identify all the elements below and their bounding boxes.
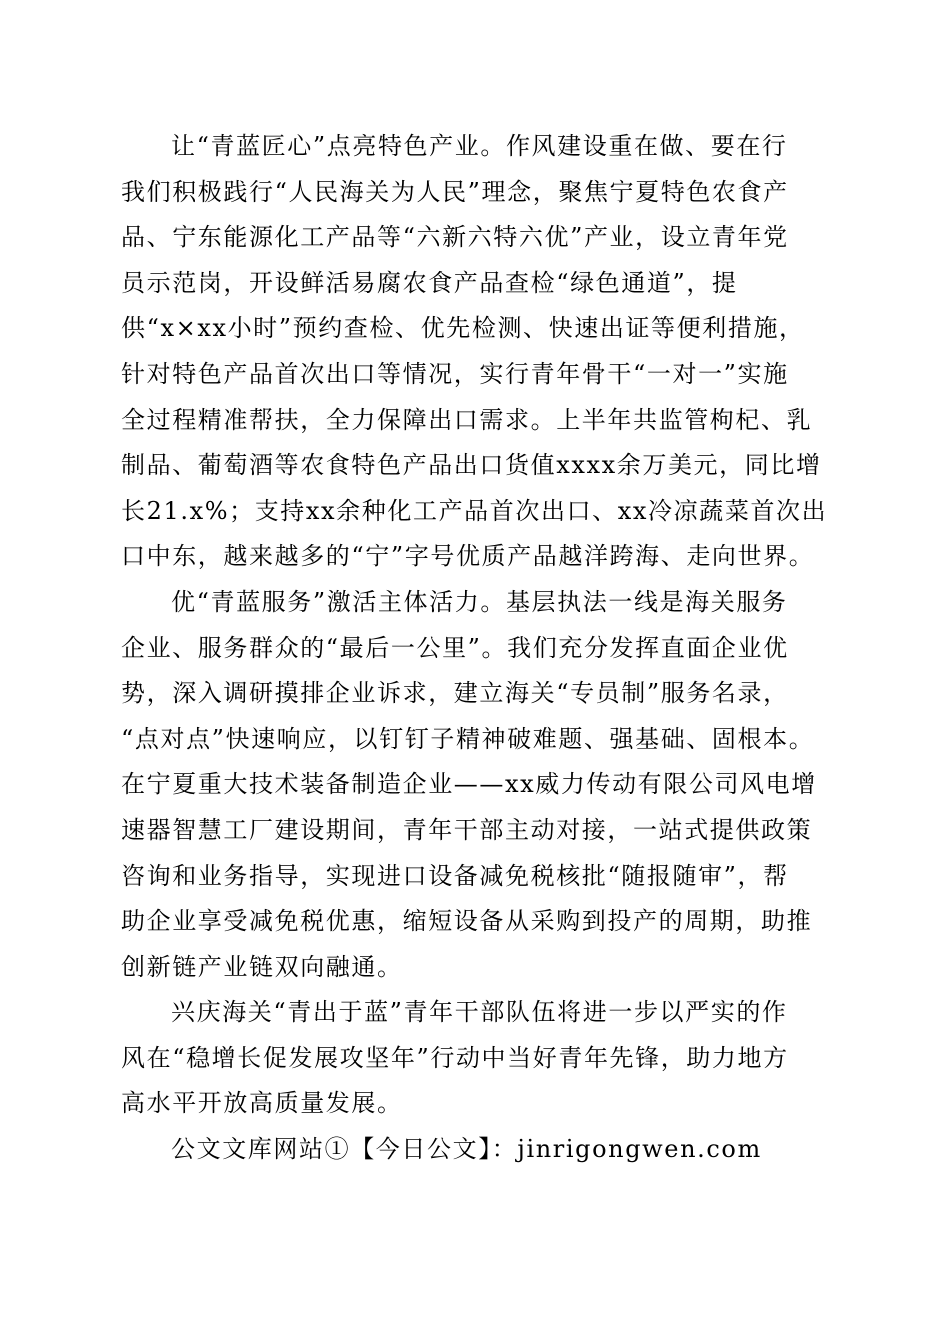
paragraph-2-line: 在宁夏重大技术装备制造企业——xx威力传动有限公司风电增 [121, 770, 817, 799]
paragraph-3-line: 兴庆海关“青出于蓝”青年干部队伍将进一步以严实的作 [171, 998, 788, 1027]
paragraph-1-line: 员示范岗，开设鲜活易腐农食产品查检“绿色通道”，提 [121, 268, 738, 297]
paragraph-1-line: 制品、葡萄酒等农食特色产品出口货值xxxx余万美元，同比增 [121, 451, 822, 480]
paragraph-2-line: 优“青蓝服务”激活主体活力。基层执法一线是海关服务 [171, 587, 788, 616]
paragraph-1-line: 供“x×xx小时”预约查检、优先检测、快速出证等便利措施， [121, 314, 805, 343]
paragraph-2-line: 助企业享受减免税优惠，缩短设备从采购到投产的周期，助推 [121, 907, 813, 936]
paragraph-1-line: 全过程精准帮扶，全力保障出口需求。上半年共监管枸杞、乳 [121, 405, 813, 434]
paragraph-1-line: 长21.x%；支持xx余种化工产品首次出口、xx冷凉蔬菜首次出 [121, 496, 828, 525]
paragraph-1-line: 口中东，越来越多的“宁”字号优质产品越洋跨海、走向世界。 [121, 542, 815, 571]
document-body [121, 124, 835, 1173]
footer-note [121, 1127, 835, 1173]
paragraph-2-line: 速器智慧工厂建设期间，青年干部主动对接，一站式提供政策 [121, 815, 813, 844]
paragraph-2-line: “点对点”快速响应，以钉钉子精神破难题、强基础、固根本。 [121, 724, 815, 753]
paragraph-2-line: 势，深入调研摸排企业诉求，建立海关“专员制”服务名录， [121, 679, 789, 708]
paragraph-1-line: 让“青蓝匠心”点亮特色产业。作风建设重在做、要在行 [171, 132, 788, 160]
paragraph-3-line: 高水平开放高质量发展。 [121, 1089, 403, 1118]
paragraph-3-line: 风在“稳增长促发展攻坚年”行动中当好青年先锋，助力地方 [121, 1043, 789, 1072]
paragraph-1-line: 针对特色产品首次出口等情况，实行青年骨干“一对一”实施 [121, 359, 789, 388]
paragraph-1-line: 我们积极践行“人民海关为人民”理念，聚焦宁夏特色农食产 [121, 177, 789, 206]
paragraph-3 [121, 990, 835, 1127]
paragraph-2 [121, 580, 835, 990]
paragraph-2-line: 咨询和业务指导，实现进口设备减免税核批“随报随审”，帮 [121, 861, 789, 890]
paragraph-1-line: 品、宁东能源化工产品等“六新六特六优”产业，设立青年党 [121, 223, 789, 252]
paragraph-2-line: 企业、服务群众的“最后一公里”。我们充分发挥直面企业优 [121, 633, 789, 662]
paragraph-2-line: 创新链产业链双向融通。 [121, 952, 403, 981]
paragraph-1 [121, 124, 835, 580]
footer-text: 公文文库网站①【今日公文】：jinrigongwen.com [171, 1135, 762, 1164]
